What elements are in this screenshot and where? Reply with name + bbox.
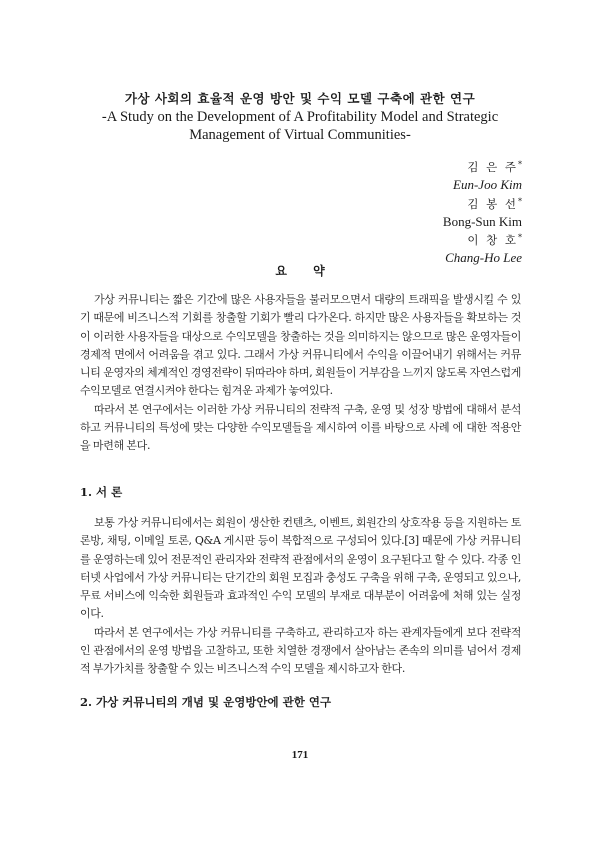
abstract-paragraph-1: 가상 커뮤니티는 짧은 기간에 많은 사용자들을 불러모으면서 대량의 트래픽을 발생시킬 수 있기 때문에 비즈니스적 기회를 창출할 기회가 빨리 다가온다. 하지만 많은 사용자들을 확보하는 것이 이러한 사용자들을 대상으로 수익모델을 창출하는 것을 의미하지는 않으므로 많은 운영자들이 경제적 면에서 어려움을 겪고 있다. 그래서 가상 커뮤니티에서 수익을 이끌어내기 위해서는 커뮤니티 운영자의 체계적인 경영전략이 뒤따라야 하며, 회원들이 거부감을 느끼지 않도록 자연스럽게 수익모델로 연결시켜야 한다는 힘겨운 과제가 놓여있다. (80, 293, 521, 398)
section-1-paragraph-1: 보통 가상 커뮤니티에서는 회원이 생산한 컨텐츠, 이벤트, 회원간의 상호작용 등을 지원하는 토론방, 채팅, 이메일 토론, Q&A 게시판 등이 복합적으로 구성되어 있다.[3] 때문에 가상 커뮤니티를 운영하는데 있어 전문적인 관리자와 전략적 관점에서의 운영이 요구된다고 할 수 있다. 각종 인터넷 사업에서 가상 커뮤니티는 단기간의 회원 모집과 충성도 구축을 위해 구축, 운영되고 있으나, 무료 서비스에 익숙한 회원들과 효과적인 수익 모델의 부재로 대부분이 어려움에 처해 있는 실정이다. (80, 516, 521, 621)
section-1-paragraph-2: 따라서 본 연구에서는 가상 커뮤니티를 구축하고, 관리하고자 하는 관계자들에게 보다 전략적인 관점에서의 운영 방법을 고찰하고, 또한 치열한 경쟁에서 살아남는 존속의 의미를 넘어서 경제적 부가가치를 창출할 수 있는 비즈니스적 수익 모델을 제시하고자 한다. (80, 625, 521, 676)
author-2-korean: 김 봉 선* (467, 196, 522, 211)
author-1-english: Eun-Joo Kim (453, 177, 522, 193)
author-2-english: Bong-Sun Kim (442, 213, 522, 229)
page-number: 171 (291, 749, 309, 761)
section-1-body (80, 514, 521, 679)
abstract-heading: 요 약 (275, 264, 325, 278)
author-block (443, 158, 522, 268)
author-1-korean: 김 은 주* (467, 160, 522, 174)
author-3-korean: 이 창 호* (467, 233, 522, 248)
section-1-heading: 1. 서 론 (80, 485, 123, 499)
title-korean: 가상 사회의 효율적 운영 방안 및 수익 모델 구축에 관한 연구 (124, 91, 476, 106)
author-3-english: Chang-Ho Lee (445, 250, 522, 266)
title-english: -A Study on the Development of A Profitability Model and Strategic Management of Virtual Communities- (101, 109, 499, 143)
section-2-heading: 2. 가상 커뮤니티의 개념 및 운영방안에 관한 연구 (80, 695, 332, 709)
abstract-body (80, 291, 521, 456)
abstract-paragraph-2: 따라서 본 연구에서는 이러한 가상 커뮤니티의 전략적 구축, 운영 및 성장 방법에 대해서 분석하고 커뮤니티의 특성에 맞는 다양한 수익모델들을 제시하여 이를 바탕으로 사례 에 대한 적용안을 마련해 본다. (80, 402, 521, 453)
